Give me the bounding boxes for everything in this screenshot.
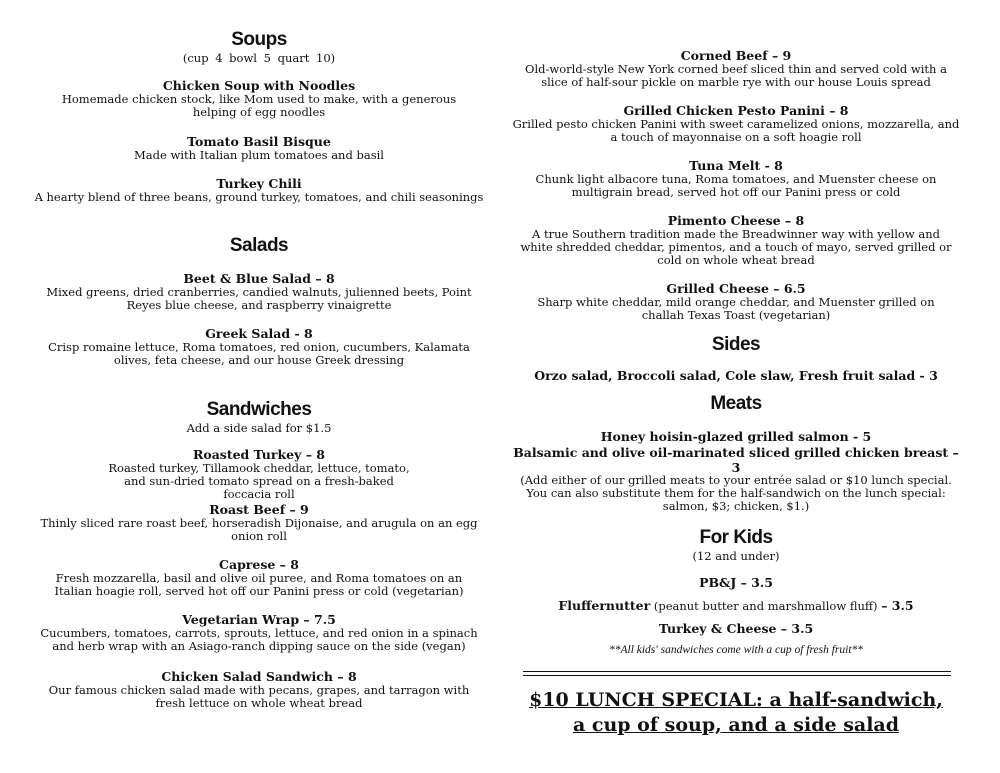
item-desc: A hearty blend of three beans, ground turkey, tomatoes, and chili seasonings [34, 190, 484, 204]
meat-chicken: Balsamic and olive oil-marinated sliced grilled chicken breast – 3 [513, 445, 959, 475]
item-name: Turkey Chili [216, 176, 302, 191]
item-desc: Made with Italian plum tomatoes and basil [134, 148, 384, 162]
item-name: Tomato Basil Bisque [187, 134, 331, 149]
item-price: – 3.5 [881, 598, 914, 613]
item-name: Chicken Salad Sandwich – 8 [161, 669, 357, 684]
item-desc: Sharp white cheddar, mild orange cheddar, and Muenster grilled on challah Texas Toast (vegetarian) [537, 295, 935, 322]
item-desc: A true Southern tradition made the Breadwinner way with yellow and white shredded cheddar, pimentos, and a touch of mayo, served grilled or cold on whole wheat bread [520, 227, 952, 267]
item-desc: Mixed greens, dried cranberries, candied walnuts, julienned beets, Point Reyes blue cheese, and raspberry vinaigrette [46, 285, 472, 312]
sides-heading: Sides [711, 334, 761, 355]
item-desc: Cucumbers, tomatoes, carrots, sprouts, lettuce, and red onion in a spinach and herb wrap with an Asiago-ranch dipping sauce on the side (vegan) [40, 626, 478, 653]
salad-item [30, 326, 488, 367]
item-name: Pimento Cheese – 8 [667, 213, 805, 228]
salad-item [30, 271, 488, 312]
item-name: Grilled Cheese – 6.5 [666, 281, 806, 296]
lunch-special-line1: $10 LUNCH SPECIAL: a half-sandwich, [529, 689, 943, 711]
sandwiches-heading: Sandwiches [206, 399, 312, 420]
sandwich-item [512, 281, 960, 322]
item-desc: Fresh mozzarella, basil and olive oil puree, and Roma tomatoes on an Italian hoagie roll, served hot off our Panini press or cold (vegetarian) [54, 571, 464, 598]
sandwich-item [512, 48, 960, 89]
item-name: Beet & Blue Salad – 8 [183, 271, 335, 286]
soup-item [30, 134, 488, 162]
soup-sizes: (cup 4 bowl 5 quart 10) [182, 51, 336, 65]
lunch-special-line2: a cup of soup, and a side salad [572, 714, 900, 736]
item-name: Greek Salad - 8 [205, 326, 313, 341]
meat-salmon: Honey hoisin-glazed grilled salmon - 5 [600, 429, 872, 444]
item-name: Grilled Chicken Pesto Panini – 8 [623, 103, 849, 118]
item-desc: Roasted turkey, Tillamook cheddar, lettuce, tomato, and sun-dried tomato spread on a fresh-baked foccacia roll [108, 461, 410, 501]
item-desc: Thinly sliced rare roast beef, horseradish Dijonaise, and arugula on an egg onion roll [40, 516, 478, 543]
item-desc: Our famous chicken salad made with pecans, grapes, and tarragon with fresh lettuce on whole wheat bread [48, 683, 470, 710]
soup-item [30, 176, 488, 204]
sandwich-item [30, 669, 488, 710]
kids-item [512, 575, 960, 590]
item-name: Vegetarian Wrap – 7.5 [182, 612, 336, 627]
item-name: Fluffernutter [558, 598, 651, 613]
kids-heading: For Kids [699, 527, 773, 548]
sandwich-item [512, 158, 960, 199]
kids-sub: (12 and under) [692, 549, 780, 563]
item-name: Chicken Soup with Noodles [162, 78, 356, 93]
divider-line [523, 671, 951, 672]
item-name: Roast Beef – 9 [209, 502, 309, 517]
item-name: PB&J – 3.5 [699, 575, 773, 590]
kids-item [512, 621, 960, 636]
item-name: Turkey & Cheese – 3.5 [658, 621, 814, 636]
item-desc: Chunk light albacore tuna, Roma tomatoes, and Muenster cheese on multigrain bread, served hot off our Panini press or cold [535, 172, 937, 199]
kids-item [512, 598, 960, 613]
kids-footnote: **All kids' sandwiches come with a cup of fresh fruit** [608, 644, 864, 656]
meats-note: (Add either of our grilled meats to your entrée salad or $10 lunch special. You can also substitute them for the half-sandwich on the lunch special: salmon, $3; chicken, $1.) [520, 473, 952, 513]
item-desc: Old-world-style New York corned beef sliced thin and served cold with a slice of half-sour pickle on marble rye with our house Louis spread [525, 62, 947, 89]
sandwiches-note: Add a side salad for $1.5 [186, 421, 332, 435]
sandwich-item [30, 557, 488, 598]
soups-heading: Soups [231, 29, 287, 50]
meats-heading: Meats [710, 393, 762, 414]
sandwich-item [30, 447, 488, 501]
item-name: Corned Beef – 9 [680, 48, 792, 63]
item-desc: Homemade chicken stock, like Mom used to make, with a generous helping of egg noodles [61, 92, 457, 119]
sandwich-item [30, 612, 488, 653]
sandwich-item [512, 213, 960, 267]
item-name: Caprese – 8 [219, 557, 299, 572]
item-name: Roasted Turkey – 8 [192, 447, 326, 462]
item-desc: (peanut butter and marshmallow fluff) [650, 599, 882, 613]
item-desc: Crisp romaine lettuce, Roma tomatoes, red onion, cucumbers, Kalamata olives, feta cheese, and our house Greek dressing [48, 340, 470, 367]
soup-item [30, 78, 488, 119]
sides-line: Orzo salad, Broccoli salad, Cole slaw, Fresh fruit salad - 3 [534, 368, 938, 383]
lunch-special [512, 688, 960, 738]
sandwich-item [512, 103, 960, 144]
item-name: Tuna Melt - 8 [689, 158, 783, 173]
salads-heading: Salads [229, 235, 289, 256]
sandwich-item [30, 502, 488, 543]
item-desc: Grilled pesto chicken Panini with sweet caramelized onions, mozzarella, and a touch of mayonnaise on a soft hoagie roll [512, 117, 960, 144]
divider-line [523, 675, 951, 676]
